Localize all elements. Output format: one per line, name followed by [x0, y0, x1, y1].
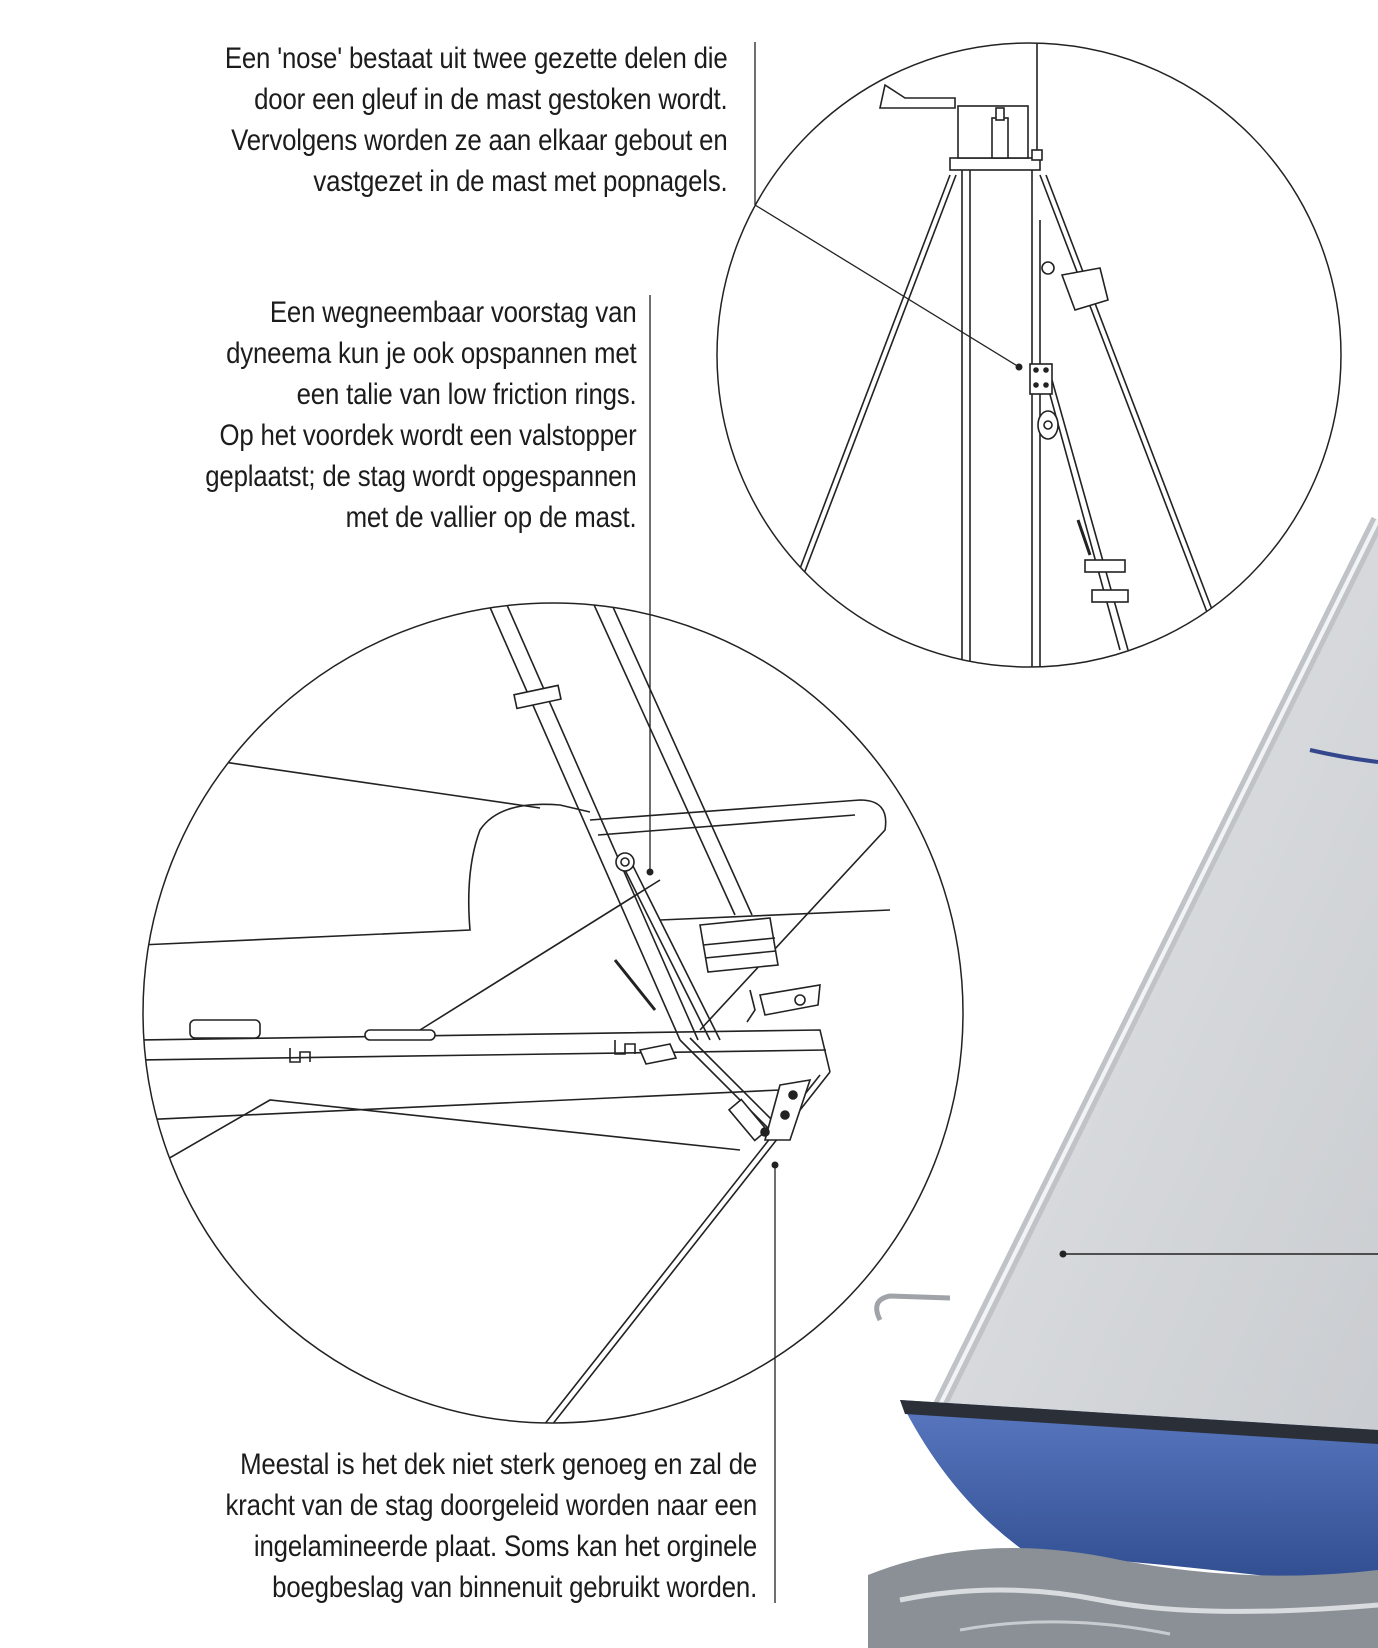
caption-forestay-line: geplaatst; de stag wordt opgespannen — [205, 460, 637, 493]
caption-forestay-line: dyneema kun je ook opspannen met — [226, 337, 637, 370]
caption-deck-line: ingelamineerde plaat. Soms kan het orginele — [253, 1530, 757, 1563]
pulpit-rail — [877, 1296, 950, 1320]
caption-forestay-line: met de vallier op de mast. — [346, 501, 637, 534]
caption-nose-line: vastgezet in de mast met popnagels. — [313, 165, 728, 198]
caption-deck-line: boegbeslag van binnenuit gebruikt worden. — [272, 1571, 757, 1604]
caption-nose — [225, 38, 728, 202]
caption-nose-line: Een 'nose' bestaat uit twee gezette delen die — [225, 42, 728, 75]
caption-deck-line: Meestal is het dek niet sterk genoeg en zal de — [239, 1448, 758, 1481]
caption-deck — [225, 1444, 757, 1608]
caption-forestay-line: een talie van low friction rings. — [297, 378, 637, 411]
caption-forestay-line: Op het voordek wordt een valstopper — [219, 419, 637, 452]
masthead-detail-circle — [717, 24, 1341, 688]
caption-forestay-line: Een wegneembaar voorstag van — [270, 296, 637, 329]
caption-forestay — [206, 292, 637, 538]
caption-nose-line: door een gleuf in de mast gestoken wordt. — [254, 83, 728, 116]
caption-nose-line: Vervolgens worden ze aan elkaar gebout en — [231, 124, 728, 157]
caption-deck-line: kracht van de stag doorgeleid worden naar een — [225, 1489, 757, 1522]
